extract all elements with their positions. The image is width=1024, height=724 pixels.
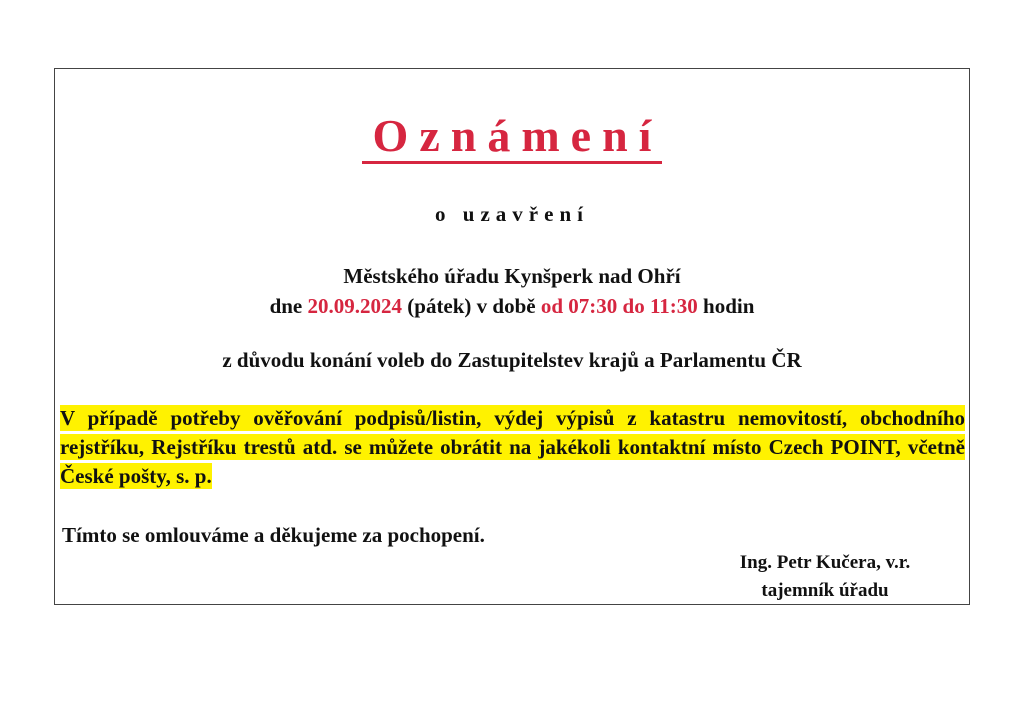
czech-point-info (60, 404, 965, 491)
signature-role: tajemník úřadu (761, 580, 889, 601)
czech-point-info-text: V případě potřeby ověřování podpisů/listin, výdej výpisů z katastru nemovitostí, obchodního rejstříku, Rejstříku trestů atd. se můžete obrátit na jakékoli kontaktní místo Czech POINT, včetně České pošty, s. p. (60, 406, 965, 488)
closure-datetime (0, 292, 1024, 320)
closure-date: 20.09.2024 (307, 294, 403, 318)
office-name: Městského úřadu Kynšperk nad Ohří (343, 264, 681, 288)
notice-title-text: Oznámení (362, 110, 663, 164)
day-text: (pátek) v době (402, 294, 541, 318)
time-suffix: hodin (697, 294, 755, 318)
closure-time-range: od 07:30 do 11:30 (540, 294, 698, 318)
closure-reason: z důvodu konání voleb do Zastupitelstev krajů a Parlamentu ČR (222, 348, 802, 372)
notice-subtitle: o uzavření (435, 202, 589, 226)
apology-text: Tímto se omlouváme a děkujeme za pochopení. (62, 523, 485, 547)
notice-title (0, 108, 1024, 164)
signature-name: Ing. Petr Kučera, v.r. (739, 552, 911, 573)
date-prefix: dne (269, 294, 308, 318)
